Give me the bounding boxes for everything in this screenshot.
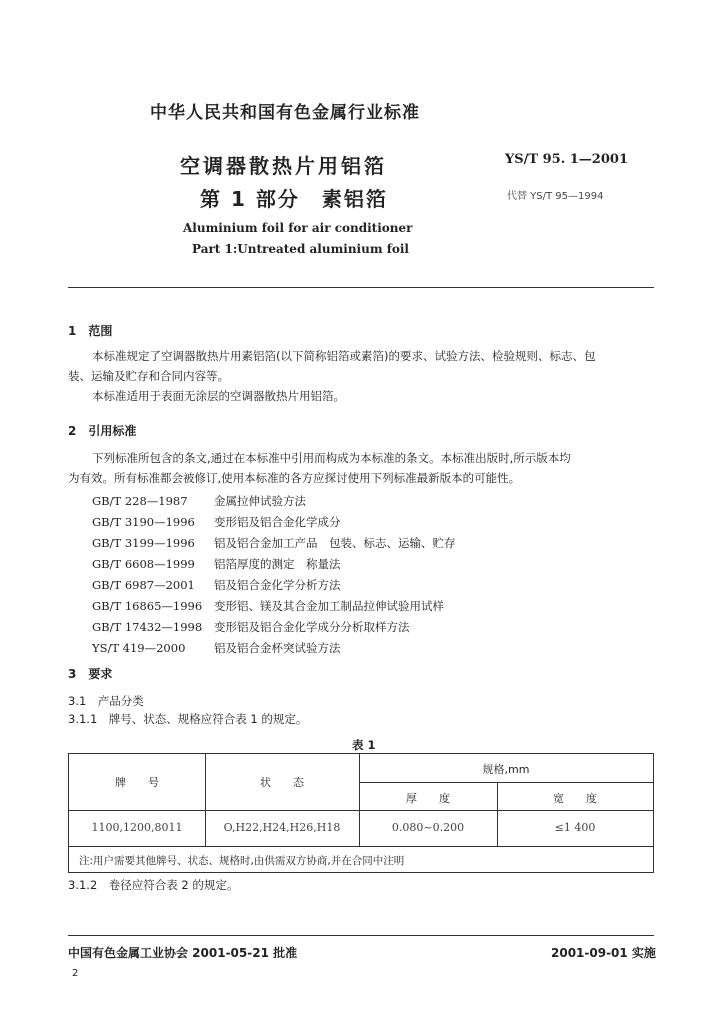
reference-item bbox=[92, 619, 410, 635]
table-header-divider bbox=[359, 782, 653, 783]
reference-item bbox=[92, 514, 341, 530]
table-cell-grade: 1100,1200,8011 bbox=[91, 821, 183, 834]
table-header-spec: 规格,mm bbox=[482, 763, 530, 776]
table-1 bbox=[68, 753, 654, 873]
reference-code: GB/T 17432—1998 bbox=[92, 620, 203, 634]
section-2-heading: 2 引用标准 bbox=[68, 424, 137, 438]
section-2-intro-line-1: 下列标准所包含的条文,通过在本标准中引用而构成为本标准的条文。本标准出版时,所示版本均 bbox=[92, 451, 571, 465]
clause-3-1: 3.1 产品分类 bbox=[68, 694, 144, 708]
reference-item bbox=[92, 640, 341, 656]
section-1-paragraph-1-line-1: 本标准规定了空调器散热片用素铝箔(以下简称铝箔或素箔)的要求、试验方法、检验规则、标志、包 bbox=[92, 349, 596, 363]
table-header-grade: 牌 号 bbox=[115, 776, 159, 789]
reference-title: 铝及铝合金杯突试验方法 bbox=[214, 641, 341, 655]
table-header-divider bbox=[69, 810, 653, 811]
reference-code: GB/T 228—1987 bbox=[92, 494, 188, 508]
reference-title: 变形铝及铝合金化学成分分析取样方法 bbox=[214, 620, 410, 634]
reference-item bbox=[92, 577, 341, 593]
reference-item bbox=[92, 535, 456, 551]
table-header-thickness: 厚 度 bbox=[406, 792, 450, 805]
reference-code: GB/T 6987—2001 bbox=[92, 578, 195, 592]
table-note: 注:用户需要其他牌号、状态、规格时,由供需双方协商,并在合同中注明 bbox=[79, 855, 405, 867]
reference-item bbox=[92, 493, 306, 509]
replaces-standard: 代替 YS/T 95—1994 bbox=[507, 191, 604, 202]
reference-title: 铝及铝合金化学分析方法 bbox=[214, 578, 341, 592]
reference-item bbox=[92, 556, 341, 572]
reference-title: 变形铝及铝合金化学成分 bbox=[214, 515, 341, 529]
issuing-organization: 中华人民共和国有色金属行业标准 bbox=[150, 103, 420, 123]
english-subtitle: Part 1:Untreated aluminium foil bbox=[192, 242, 409, 256]
reference-title: 变形铝、镁及其合金加工制品拉伸试验用试样 bbox=[214, 599, 444, 613]
english-title: Aluminium foil for air conditioner bbox=[183, 221, 413, 235]
table-header-temper: 状 态 bbox=[260, 776, 304, 789]
standard-title: 空调器散热片用铝箔 bbox=[180, 154, 387, 178]
table-cell-temper: O,H22,H24,H26,H18 bbox=[223, 821, 341, 834]
section-1-paragraph-1-line-2: 装、运输及贮存和合同内容等。 bbox=[68, 369, 229, 383]
section-2-intro-line-2: 为有效。所有标准都会被修订,使用本标准的各方应探讨使用下列标准最新版本的可能性。 bbox=[68, 471, 521, 485]
reference-code: GB/T 16865—1996 bbox=[92, 599, 203, 613]
standard-subtitle: 第 1 部分 素铝箔 bbox=[200, 187, 388, 211]
table-header-width: 宽 度 bbox=[553, 792, 597, 805]
reference-code: GB/T 3190—1996 bbox=[92, 515, 195, 529]
reference-code: YS/T 419—2000 bbox=[92, 641, 186, 655]
table-cell-width: ≤1 400 bbox=[554, 821, 596, 834]
reference-code: GB/T 3199—1996 bbox=[92, 536, 195, 550]
clause-3-1-1: 3.1.1 牌号、状态、规格应符合表 1 的规定。 bbox=[68, 712, 308, 726]
standard-number: YS/T 95. 1—2001 bbox=[505, 152, 628, 167]
header-divider bbox=[68, 287, 654, 288]
reference-code: GB/T 6608—1999 bbox=[92, 557, 195, 571]
reference-title: 金属拉伸试验方法 bbox=[214, 494, 306, 508]
page-number: 2 bbox=[72, 968, 79, 979]
reference-item bbox=[92, 598, 444, 614]
section-3-heading: 3 要求 bbox=[68, 667, 113, 681]
reference-title: 铝箔厚度的测定 称量法 bbox=[214, 557, 341, 571]
section-1-paragraph-2: 本标准适用于表面无涂层的空调器散热片用铝箔。 bbox=[92, 389, 345, 403]
section-1-heading: 1 范围 bbox=[68, 324, 113, 338]
clause-3-1-2: 3.1.2 卷径应符合表 2 的规定。 bbox=[68, 878, 239, 892]
effective-date: 2001-09-01 实施 bbox=[551, 946, 656, 960]
table-cell-thickness: 0.080~0.200 bbox=[391, 821, 465, 834]
footer-divider bbox=[68, 935, 654, 936]
table-caption: 表 1 bbox=[352, 738, 376, 752]
approval-info: 中国有色金属工业协会 2001-05-21 批准 bbox=[68, 946, 298, 960]
reference-title: 铝及铝合金加工产品 包装、标志、运输、贮存 bbox=[214, 536, 456, 550]
table-note-divider bbox=[69, 846, 653, 847]
